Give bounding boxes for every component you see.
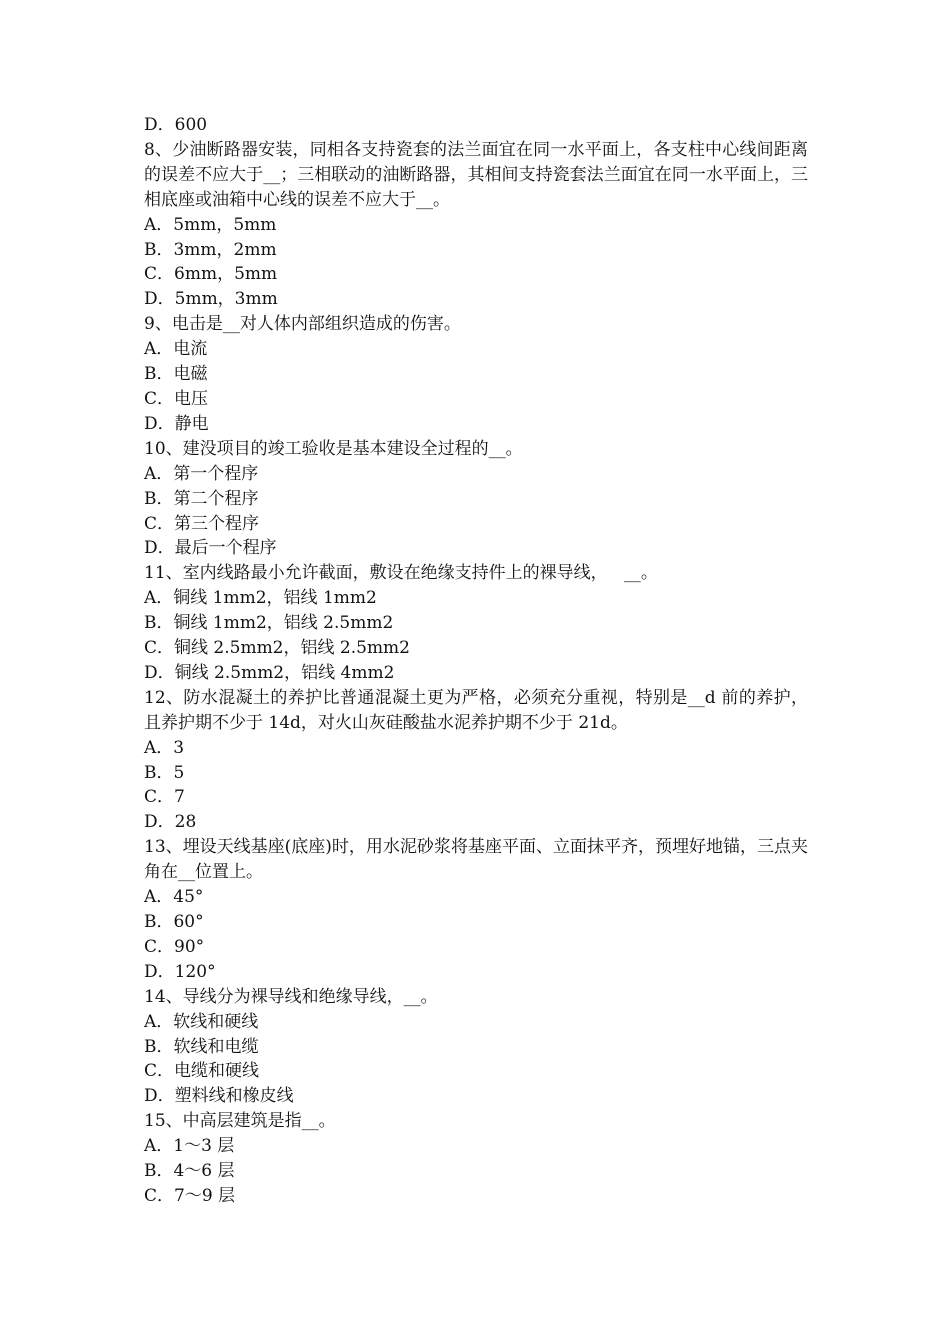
question-line: 14、导线分为裸导线和绝缘导线，__。 xyxy=(144,986,438,1007)
question-line: 9、电击是__对人体内部组织造成的伤害。 xyxy=(144,314,461,335)
option-line: D．600 xyxy=(144,115,208,135)
option-line: C．电压 xyxy=(144,388,209,409)
option-line: A．软线和硬线 xyxy=(144,1011,259,1032)
option-line: B．3mm，2mm xyxy=(144,239,277,260)
option-line: B．软线和电缆 xyxy=(144,1036,259,1057)
option-line: D．5mm，3mm xyxy=(144,289,278,310)
option-line: A．45° xyxy=(144,887,204,908)
question-line: 10、建没项目的竣工验收是基本建设全过程的__。 xyxy=(144,438,523,459)
question-line: 12、防水混凝土的养护比普通混凝土更为严格，必须充分重视，特别是__d 前的养护，且养护期不少于 14d，对火山灰硅酸盐水泥养护期不少于 21d。 xyxy=(144,687,808,733)
option-line: D．铜线 2.5mm2，铝线 4mm2 xyxy=(144,662,395,683)
option-line: B．4～6 层 xyxy=(144,1161,235,1182)
question-line: 8、少油断路器安装，同相各支持瓷套的法兰面宜在同一水平面上，各支柱中心线间距离的误差不应大于__；三相联动的油断路器，其相间支持瓷套法兰面宜在同一水平面上，三相底座或油箱中心线的误差不应大于__。 xyxy=(144,139,808,210)
question-line: 15、中高层建筑是指__。 xyxy=(144,1111,336,1132)
document-body xyxy=(144,113,808,1209)
option-line: A．电流 xyxy=(144,339,208,360)
option-line: C．90° xyxy=(144,936,205,957)
option-line: C．铜线 2.5mm2，铝线 2.5mm2 xyxy=(144,638,410,659)
option-line: B．60° xyxy=(144,912,204,932)
option-line: A．3 xyxy=(144,737,185,758)
option-line: D．120° xyxy=(144,961,216,982)
option-line: C．电缆和硬线 xyxy=(144,1061,260,1082)
option-line: C．7 xyxy=(144,787,185,808)
option-line: C．6mm，5mm xyxy=(144,264,278,285)
option-line: A．1～3 层 xyxy=(144,1136,235,1157)
option-line: D．塑料线和橡皮线 xyxy=(144,1086,294,1107)
option-line: A．铜线 1mm2，铝线 1mm2 xyxy=(144,588,377,609)
option-line: B．5 xyxy=(144,762,185,783)
question-line: 11、室内线路最小允许截面，敷设在绝缘支持件上的裸导线， __。 xyxy=(144,563,658,584)
option-line: A．第一个程序 xyxy=(144,463,259,484)
option-line: D．最后一个程序 xyxy=(144,538,277,559)
question-line: 13、埋设天线基座(底座)时，用水泥砂浆将基座平面、立面抹平齐，预埋好地锚，三点夹角在__位置上。 xyxy=(144,837,808,883)
option-line: D．28 xyxy=(144,812,197,833)
option-line: B．电磁 xyxy=(144,364,208,385)
option-line: D．静电 xyxy=(144,413,209,434)
option-line: C．第三个程序 xyxy=(144,513,260,534)
option-line: A．5mm，5mm xyxy=(144,214,277,235)
option-line: B．铜线 1mm2，铝线 2.5mm2 xyxy=(144,613,394,634)
option-line: B．第二个程序 xyxy=(144,488,259,509)
option-line: C．7～9 层 xyxy=(144,1185,236,1206)
